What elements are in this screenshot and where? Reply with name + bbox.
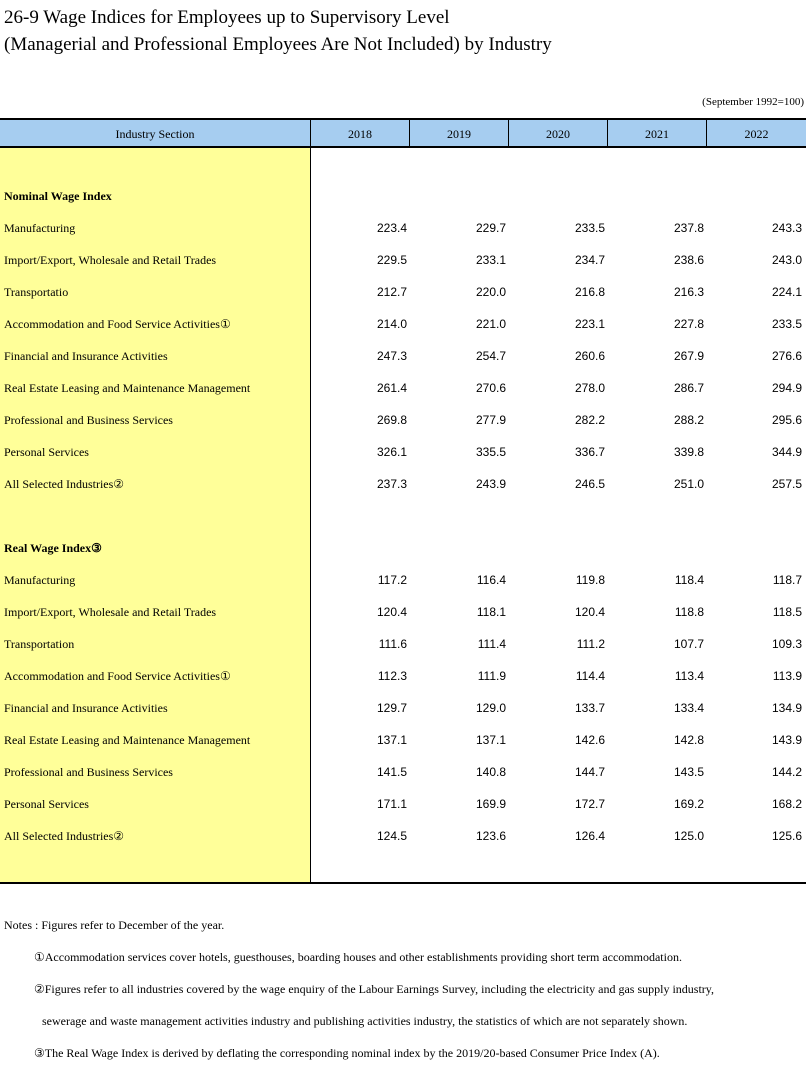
value-cell: 113.4 bbox=[674, 669, 704, 683]
value-cell: 113.9 bbox=[772, 669, 802, 683]
value-cell: 126.4 bbox=[574, 829, 605, 843]
industry-label: Accommodation and Food Service Activities① bbox=[4, 669, 231, 683]
value-cell: 339.8 bbox=[673, 445, 704, 459]
value-cell: 169.2 bbox=[673, 797, 704, 811]
value-cell: 223.4 bbox=[376, 221, 407, 235]
table-row bbox=[0, 564, 806, 596]
table-row bbox=[0, 660, 806, 692]
section-row bbox=[0, 180, 806, 212]
table-row bbox=[0, 308, 806, 340]
value-cell: 270.6 bbox=[475, 381, 506, 395]
value-cell: 120.4 bbox=[574, 605, 605, 619]
value-cell: 254.7 bbox=[475, 349, 506, 363]
value-cell: 118.1 bbox=[476, 605, 506, 619]
value-cell: 261.4 bbox=[376, 381, 407, 395]
table-row bbox=[0, 628, 806, 660]
industry-label: Financial and Insurance Activities bbox=[4, 349, 168, 363]
value-cell: 137.1 bbox=[475, 733, 506, 747]
industry-label: Financial and Insurance Activities bbox=[4, 701, 168, 715]
year-header: 2018 bbox=[310, 120, 409, 146]
value-cell: 141.5 bbox=[376, 765, 407, 779]
value-cell: 227.8 bbox=[673, 317, 704, 331]
industry-label: Manufacturing bbox=[4, 221, 76, 235]
value-cell: 326.1 bbox=[376, 445, 407, 459]
table-row bbox=[0, 820, 806, 852]
value-cell: 294.9 bbox=[771, 381, 802, 395]
value-cell: 125.6 bbox=[771, 829, 802, 843]
value-cell: 137.1 bbox=[376, 733, 407, 747]
value-cell: 118.5 bbox=[772, 605, 802, 619]
value-cell: 216.3 bbox=[673, 285, 704, 299]
value-cell: 114.4 bbox=[575, 669, 605, 683]
year-header: 2020 bbox=[508, 120, 607, 146]
value-cell: 282.2 bbox=[574, 413, 605, 427]
value-cell: 111.9 bbox=[477, 669, 506, 683]
table-row bbox=[0, 212, 806, 244]
industry-label: Professional and Business Services bbox=[4, 765, 173, 779]
industry-label: Accommodation and Food Service Activities① bbox=[4, 317, 231, 331]
value-cell: 243.3 bbox=[771, 221, 802, 235]
table-row bbox=[0, 468, 806, 500]
value-cell: 118.8 bbox=[674, 605, 704, 619]
value-cell: 344.9 bbox=[771, 445, 802, 459]
value-cell: 247.3 bbox=[376, 349, 407, 363]
value-cell: 286.7 bbox=[673, 381, 704, 395]
value-cell: 220.0 bbox=[475, 285, 506, 299]
year-header: 2022 bbox=[706, 120, 806, 146]
value-cell: 111.2 bbox=[576, 637, 605, 651]
value-cell: 125.0 bbox=[673, 829, 704, 843]
note-line: ②Figures refer to all industries covered by the wage enquiry of the Labour Earnings Survey, including the electricity and gas supply industry, bbox=[34, 982, 715, 996]
value-cell: 269.8 bbox=[376, 413, 407, 427]
value-cell: 276.6 bbox=[771, 349, 802, 363]
table-row bbox=[0, 276, 806, 308]
value-cell: 246.5 bbox=[574, 477, 605, 491]
section-label: Real Wage Index③ bbox=[4, 541, 102, 555]
value-cell: 233.1 bbox=[475, 253, 506, 267]
value-cell: 116.4 bbox=[476, 573, 506, 587]
value-cell: 109.3 bbox=[771, 637, 802, 651]
unit-note: (September 1992=100) bbox=[702, 96, 804, 108]
value-cell: 335.5 bbox=[475, 445, 506, 459]
table-row bbox=[0, 692, 806, 724]
value-cell: 107.7 bbox=[673, 637, 704, 651]
value-cell: 123.6 bbox=[475, 829, 506, 843]
industry-label: Import/Export, Wholesale and Retail Trades bbox=[4, 253, 217, 267]
value-cell: 111.4 bbox=[477, 637, 506, 651]
value-cell: 336.7 bbox=[574, 445, 605, 459]
value-cell: 234.7 bbox=[574, 253, 605, 267]
table-row bbox=[0, 596, 806, 628]
industry-label: All Selected Industries② bbox=[4, 829, 125, 843]
value-cell: 169.9 bbox=[475, 797, 506, 811]
value-cell: 133.7 bbox=[574, 701, 605, 715]
value-cell: 134.9 bbox=[771, 701, 802, 715]
value-cell: 267.9 bbox=[673, 349, 704, 363]
industry-label: Transportation bbox=[4, 637, 75, 651]
section-row bbox=[0, 532, 806, 564]
value-cell: 243.0 bbox=[771, 253, 802, 267]
value-cell: 140.8 bbox=[475, 765, 506, 779]
value-cell: 278.0 bbox=[574, 381, 605, 395]
value-cell: 223.1 bbox=[574, 317, 605, 331]
note-line: Notes : Figures refer to December of the year. bbox=[4, 918, 225, 932]
value-cell: 118.7 bbox=[772, 573, 802, 587]
value-cell: 229.5 bbox=[376, 253, 407, 267]
value-cell: 216.8 bbox=[574, 285, 605, 299]
wage-index-table bbox=[0, 118, 806, 884]
table-bottom-border bbox=[0, 882, 806, 884]
table-row bbox=[0, 340, 806, 372]
title-line-2: (Managerial and Professional Employees Are Not Included) by Industry bbox=[4, 34, 552, 55]
industry-label: Personal Services bbox=[4, 797, 89, 811]
table-header bbox=[0, 118, 806, 148]
value-cell: 288.2 bbox=[673, 413, 704, 427]
value-cell: 260.6 bbox=[574, 349, 605, 363]
table-row bbox=[0, 788, 806, 820]
table-row bbox=[0, 756, 806, 788]
value-cell: 229.7 bbox=[475, 221, 506, 235]
value-cell: 124.5 bbox=[376, 829, 407, 843]
value-cell: 120.4 bbox=[376, 605, 407, 619]
industry-label: Manufacturing bbox=[4, 573, 76, 587]
note-line: sewerage and waste management activities industry and publishing activities industry, the statistics of which are not separately shown. bbox=[42, 1014, 688, 1028]
value-cell: 112.3 bbox=[377, 669, 407, 683]
value-cell: 243.9 bbox=[475, 477, 506, 491]
industry-label: Real Estate Leasing and Maintenance Management bbox=[4, 733, 251, 747]
value-cell: 129.0 bbox=[475, 701, 506, 715]
value-cell: 144.7 bbox=[574, 765, 605, 779]
year-header: 2019 bbox=[409, 120, 508, 146]
note-line: ①Accommodation services cover hotels, guesthouses, boarding houses and other establishments providing short term accommodation. bbox=[34, 950, 682, 964]
industry-label: Professional and Business Services bbox=[4, 413, 173, 427]
value-cell: 142.6 bbox=[574, 733, 605, 747]
value-cell: 143.9 bbox=[771, 733, 802, 747]
value-cell: 214.0 bbox=[376, 317, 407, 331]
industry-label: Personal Services bbox=[4, 445, 89, 459]
value-cell: 143.5 bbox=[673, 765, 704, 779]
value-cell: 237.3 bbox=[376, 477, 407, 491]
value-cell: 238.6 bbox=[673, 253, 704, 267]
value-cell: 129.7 bbox=[376, 701, 407, 715]
value-cell: 168.2 bbox=[771, 797, 802, 811]
industry-label: All Selected Industries② bbox=[4, 477, 125, 491]
value-cell: 277.9 bbox=[475, 413, 506, 427]
value-cell: 251.0 bbox=[673, 477, 704, 491]
industry-label: Transportatio bbox=[4, 285, 69, 299]
value-cell: 221.0 bbox=[475, 317, 506, 331]
table-row bbox=[0, 372, 806, 404]
note-line: ③The Real Wage Index is derived by deflating the corresponding nominal index by the 2019/20-based Consumer Price Index (A). bbox=[34, 1046, 660, 1060]
value-cell: 295.6 bbox=[771, 413, 802, 427]
value-cell: 212.7 bbox=[376, 285, 407, 299]
section-label: Nominal Wage Index bbox=[4, 189, 112, 203]
value-cell: 119.8 bbox=[575, 573, 605, 587]
table-row bbox=[0, 404, 806, 436]
value-cell: 117.2 bbox=[377, 573, 407, 587]
value-cell: 224.1 bbox=[771, 285, 802, 299]
industry-label: Import/Export, Wholesale and Retail Trades bbox=[4, 605, 217, 619]
value-cell: 142.8 bbox=[673, 733, 704, 747]
title-line-1: 26-9 Wage Indices for Employees up to Supervisory Level bbox=[4, 7, 450, 28]
table-row bbox=[0, 244, 806, 276]
value-cell: 257.5 bbox=[771, 477, 802, 491]
value-cell: 172.7 bbox=[574, 797, 605, 811]
page-title bbox=[4, 4, 552, 58]
industry-section-header: Industry Section bbox=[115, 127, 195, 141]
value-cell: 144.2 bbox=[771, 765, 802, 779]
value-cell: 233.5 bbox=[574, 221, 605, 235]
industry-label: Real Estate Leasing and Maintenance Management bbox=[4, 381, 251, 395]
value-cell: 233.5 bbox=[771, 317, 802, 331]
table-row bbox=[0, 436, 806, 468]
value-cell: 111.6 bbox=[378, 637, 407, 651]
value-cell: 171.1 bbox=[376, 797, 407, 811]
value-cell: 133.4 bbox=[673, 701, 704, 715]
table-row bbox=[0, 724, 806, 756]
year-header: 2021 bbox=[607, 120, 706, 146]
value-cell: 118.4 bbox=[674, 573, 704, 587]
value-cell: 237.8 bbox=[673, 221, 704, 235]
